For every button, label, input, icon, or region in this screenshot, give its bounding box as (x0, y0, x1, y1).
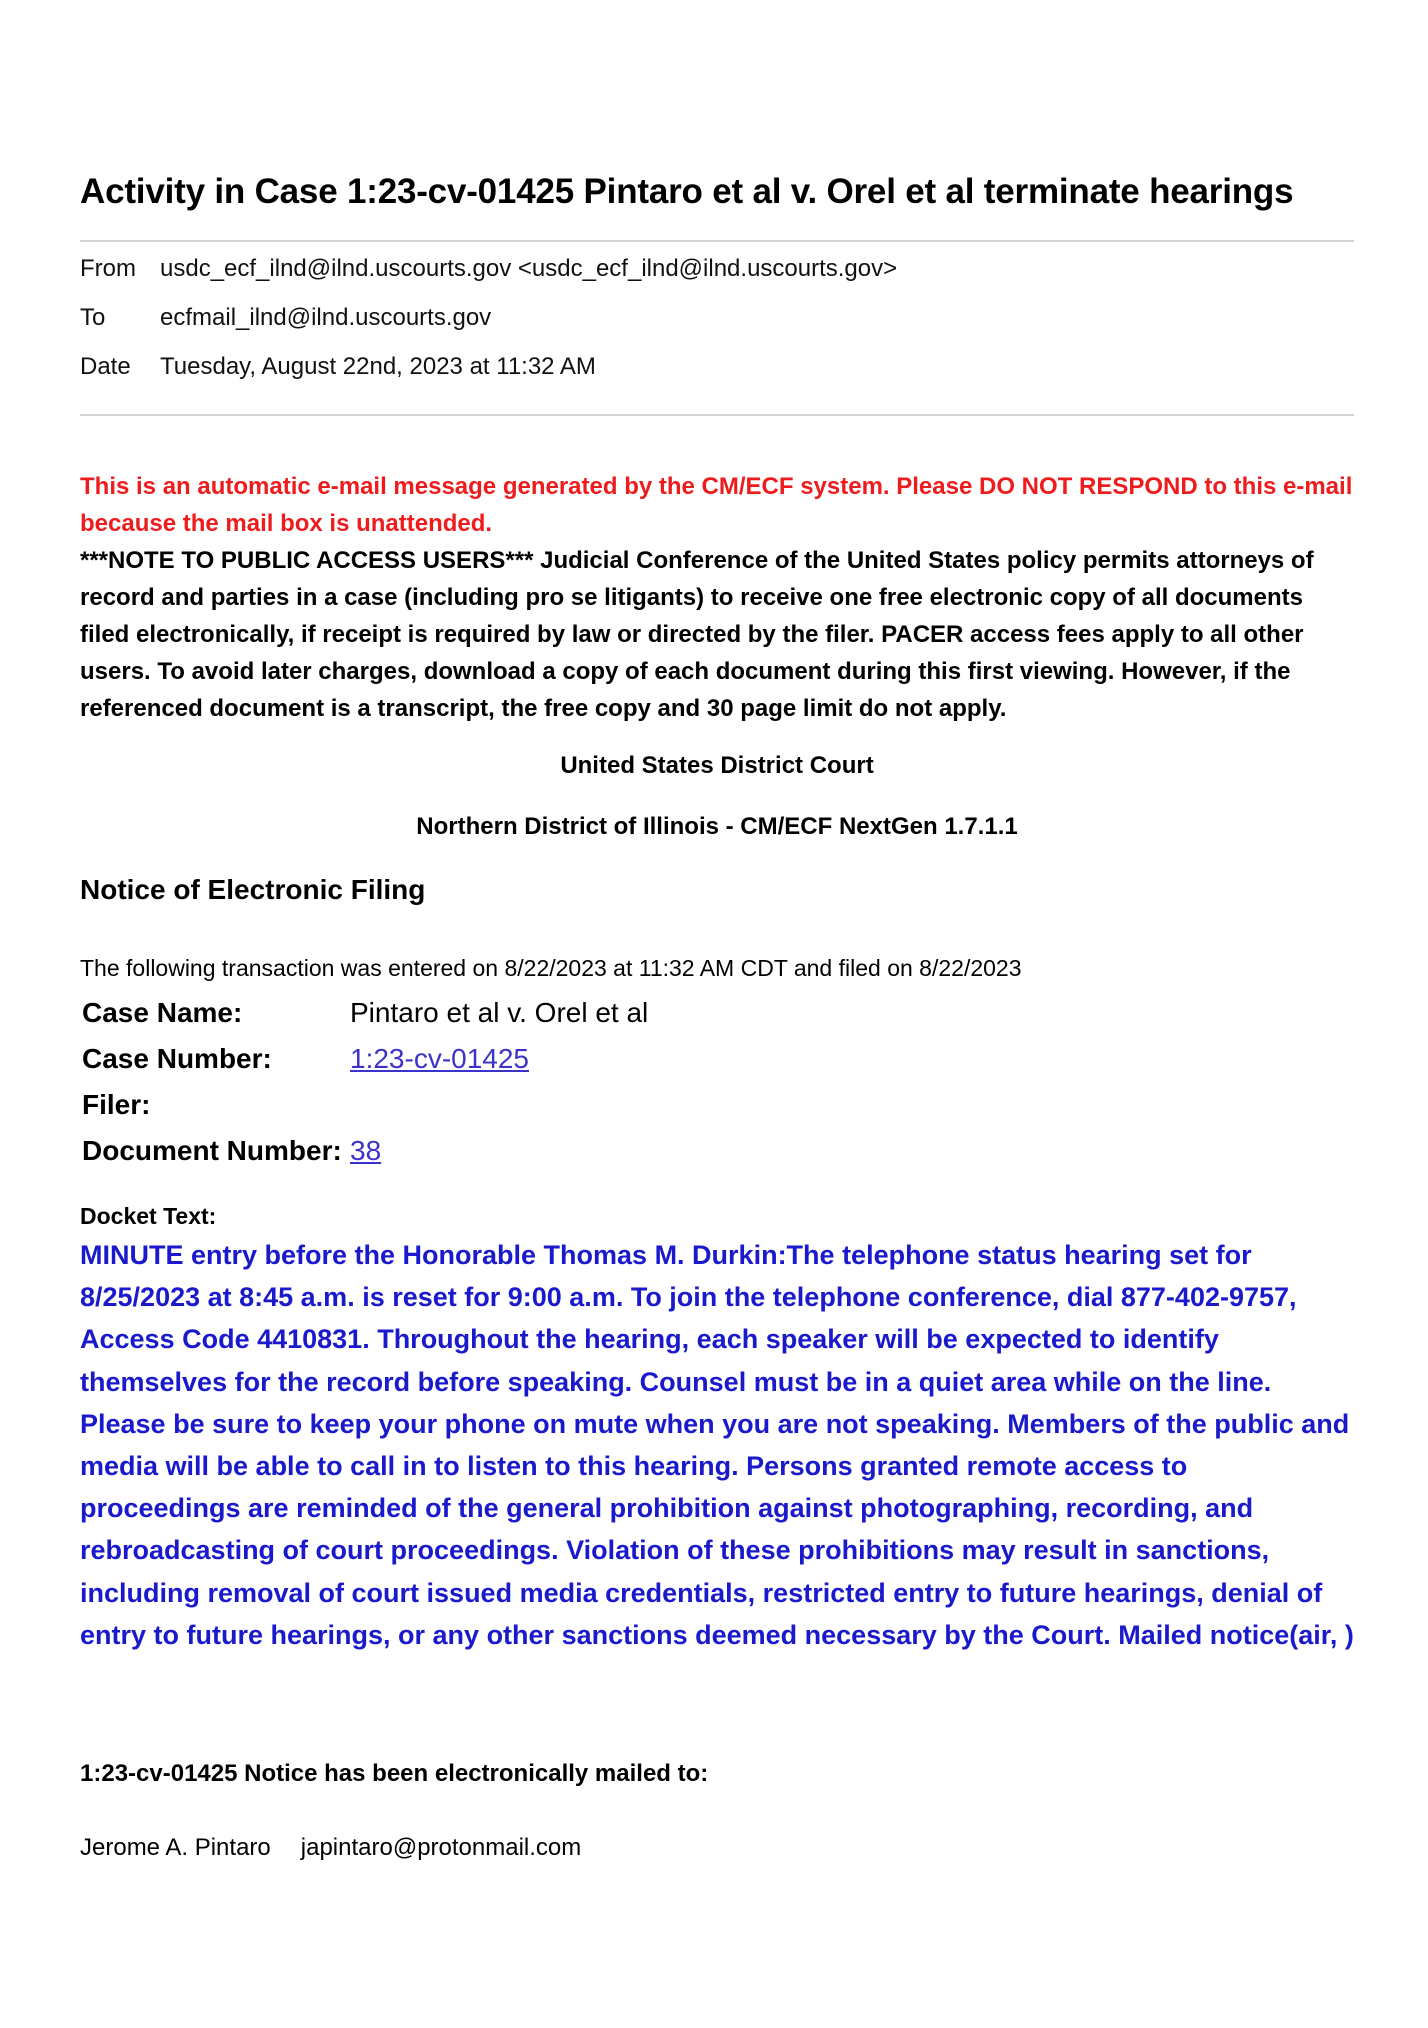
case-name-row (82, 990, 648, 1036)
from-label: From (80, 255, 136, 282)
header-divider-top (80, 240, 1354, 242)
mailed-to-heading: 1:23-cv-01425 Notice has been electronically mailed to: (80, 1760, 709, 1787)
auto-message-warning: This is an automatic e-mail message generated by the CM/ECF system. Please DO NOT RESPOND to this e-mail because the mail box is unattended. (80, 473, 1353, 537)
from-value[interactable]: usdc_ecf_ilnd@ilnd.uscourts.gov <usdc_ecf_ilnd@ilnd.uscourts.gov> (160, 255, 898, 282)
date-label: Date (80, 353, 131, 380)
date-row (80, 353, 596, 381)
docket-label: Docket Text: (80, 1203, 217, 1229)
email-subject: Activity in Case 1:23-cv-01425 Pintaro et al v. Orel et al terminate hearings (80, 172, 1294, 211)
recipient-name: Jerome A. Pintaro (80, 1834, 271, 1861)
header-divider-bottom (80, 414, 1354, 416)
transaction-text: The following transaction was entered on 8/22/2023 at 11:32 AM CDT and filed on 8/22/2023 (80, 955, 1022, 981)
to-label: To (80, 304, 106, 331)
document-number-link[interactable]: 38 (350, 1135, 382, 1166)
document-number-label: Document Number: (82, 1135, 342, 1166)
nef-title: Notice of Electronic Filing (80, 874, 426, 905)
public-access-note: ***NOTE TO PUBLIC ACCESS USERS*** Judicial Conference of the United States policy permits attorneys of record and parties in a case (including pro se litigants) to receive one free electronic copy of all documents filed electronically, if receipt is required by law or directed by the filer. PACER access fees apply to all other users. To avoid later charges, download a copy of each document during this first viewing. However, if the referenced document is a transcript, the free copy and 30 page limit do not apply. (80, 547, 1314, 722)
case-number-row (82, 1036, 648, 1082)
to-value[interactable]: ecfmail_ilnd@ilnd.uscourts.gov (160, 304, 492, 331)
recipient-email[interactable]: japintaro@protonmail.com (300, 1834, 582, 1861)
case-number-label: Case Number: (82, 1043, 272, 1074)
case-info-table (82, 990, 648, 1174)
from-row (80, 255, 897, 283)
document-number-row (82, 1128, 648, 1174)
filer-row (82, 1082, 648, 1128)
recipient-row (80, 1834, 581, 1862)
date-value: Tuesday, August 22nd, 2023 at 11:32 AM (160, 353, 596, 380)
docket-text: MINUTE entry before the Honorable Thomas M. Durkin:The telephone status hearing set for 8/25/2023 at 8:45 a.m. is reset for 9:00 a.m. To join the telephone conference, dial 877-402-9757, Access Code 4410831. Throughout the hearing, each speaker will be expected to identify themselves for the record before speaking. Counsel must be in a quiet area while on the line. Please be sure to keep your phone on mute when you are not speaking. Members of the public and media will be able to call in to listen to this hearing. Persons granted remote access to proceedings are reminded of the general prohibition against photographing, recording, and rebroadcasting of court proceedings. Violation of these prohibitions may result in sanctions, including removal of court issued media credentials, restricted entry to future hearings, denial of entry to future hearings, or any other sanctions deemed necessary by the Court. Mailed notice(air, ) (80, 1240, 1354, 1650)
case-number-link[interactable]: 1:23-cv-01425 (350, 1043, 530, 1074)
case-name-label: Case Name: (82, 997, 243, 1028)
case-name-value: Pintaro et al v. Orel et al (350, 997, 649, 1028)
filer-label: Filer: (82, 1089, 151, 1120)
court-district: Northern District of Illinois - CM/ECF NextGen 1.7.1.1 (416, 813, 1018, 840)
court-name: United States District Court (560, 752, 874, 779)
to-row (80, 304, 491, 332)
